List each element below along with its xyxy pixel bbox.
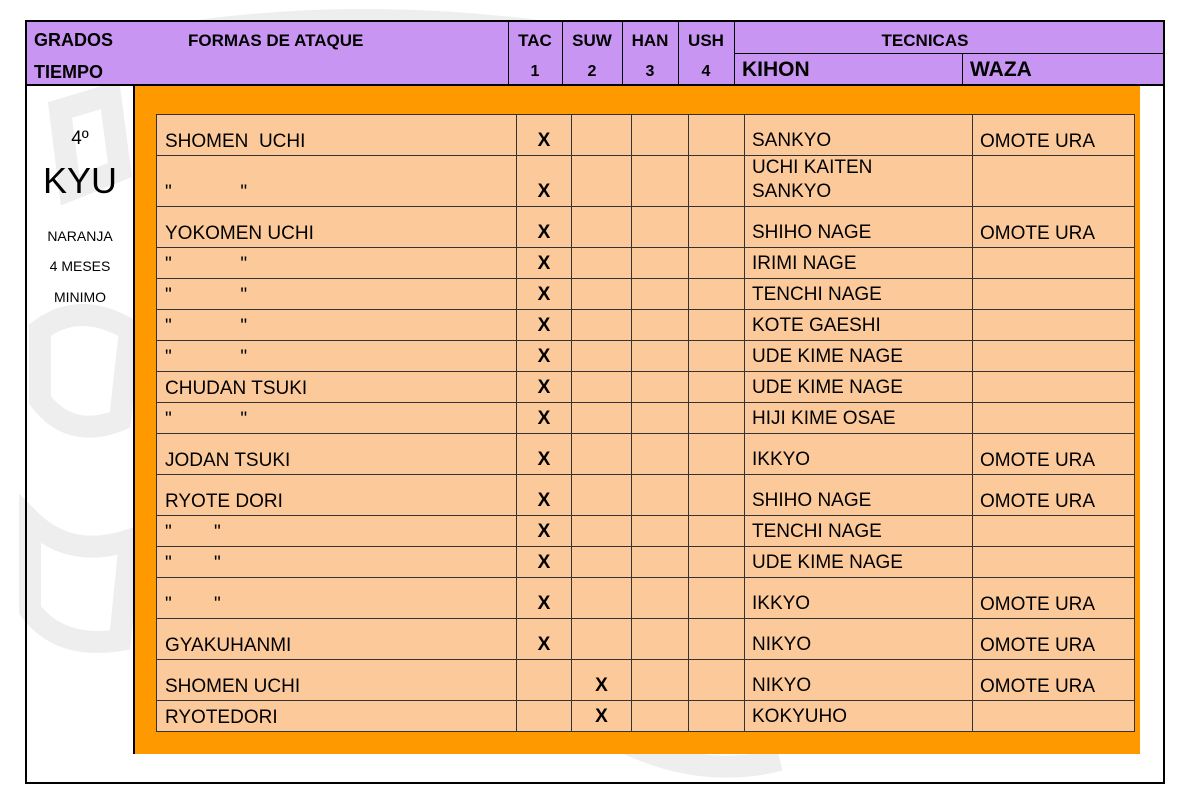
mark-cell-2: X — [572, 660, 632, 701]
waza-cell: OMOTE URA — [973, 660, 1135, 701]
mark-cell-1: X — [517, 516, 572, 547]
table-row — [157, 547, 1135, 578]
kihon-cell: SHIHO NAGE — [745, 475, 973, 516]
header-han-num: 3 — [645, 63, 655, 80]
kihon-cell: KOKYUHO — [745, 701, 973, 732]
mark-cell-3 — [632, 516, 689, 547]
header-tac: TAC — [518, 31, 552, 50]
waza-cell — [973, 516, 1135, 547]
header-tac-num: 1 — [530, 63, 540, 80]
mark-cell-2 — [572, 207, 632, 248]
table-row — [157, 248, 1135, 279]
waza-cell — [973, 701, 1135, 732]
table-row — [157, 341, 1135, 372]
attack-cell: GYAKUHANMI — [157, 619, 517, 660]
mark-cell-4 — [689, 547, 745, 578]
attack-cell: " " — [157, 547, 517, 578]
attack-cell: " " — [157, 279, 517, 310]
mark-cell-2 — [572, 578, 632, 619]
waza-cell — [973, 310, 1135, 341]
mark-cell-3 — [632, 403, 689, 434]
table-row — [157, 619, 1135, 660]
mark-cell-3 — [632, 115, 689, 156]
mark-cell-3 — [632, 547, 689, 578]
header-ush-num: 4 — [701, 63, 711, 80]
mark-cell-2 — [572, 115, 632, 156]
waza-cell — [973, 279, 1135, 310]
kihon-cell: UDE KIME NAGE — [745, 547, 973, 578]
kihon-cell: TENCHI NAGE — [745, 516, 973, 547]
mark-cell-4 — [689, 701, 745, 732]
mark-cell-3 — [632, 660, 689, 701]
mark-cell-4 — [689, 434, 745, 475]
table-row — [157, 434, 1135, 475]
mark-cell-1: X — [517, 475, 572, 516]
kihon-cell: KOTE GAESHI — [745, 310, 973, 341]
table-row — [157, 310, 1135, 341]
mark-cell-3 — [632, 578, 689, 619]
mark-cell-2 — [572, 547, 632, 578]
attack-cell: RYOTEDORI — [157, 701, 517, 732]
attack-cell: " " — [157, 516, 517, 547]
kihon-cell: UCHI KAITEN SANKYO — [745, 156, 973, 207]
kihon-cell: IKKYO — [745, 434, 973, 475]
grade-label: KYU — [42, 160, 118, 201]
mark-cell-1: X — [517, 341, 572, 372]
waza-cell — [973, 372, 1135, 403]
kihon-cell: IKKYO — [745, 578, 973, 619]
header-divider — [622, 20, 623, 86]
header-divider — [962, 54, 963, 86]
mark-cell-4 — [689, 115, 745, 156]
mark-cell-3 — [632, 341, 689, 372]
mark-cell-4 — [689, 341, 745, 372]
mark-cell-1: X — [517, 403, 572, 434]
mark-cell-1: X — [517, 578, 572, 619]
table-row — [157, 475, 1135, 516]
belt-color: NARANJA — [47, 228, 113, 244]
header-suw: SUW — [572, 31, 612, 50]
attack-cell: RYOTE DORI — [157, 475, 517, 516]
kihon-cell: TENCHI NAGE — [745, 279, 973, 310]
mark-cell-4 — [689, 248, 745, 279]
mark-cell-4 — [689, 660, 745, 701]
table-row — [157, 701, 1135, 732]
mark-cell-3 — [632, 310, 689, 341]
kihon-cell: SHIHO NAGE — [745, 207, 973, 248]
attack-cell: SHOMEN UCHI — [157, 660, 517, 701]
header-waza: WAZA — [970, 58, 1032, 81]
table-row — [157, 115, 1135, 156]
attack-cell: CHUDAN TSUKI — [157, 372, 517, 403]
waza-cell: OMOTE URA — [973, 115, 1135, 156]
mark-cell-4 — [689, 372, 745, 403]
duration: 4 MESES — [49, 258, 111, 274]
waza-cell: OMOTE URA — [973, 619, 1135, 660]
mark-cell-3 — [632, 434, 689, 475]
mark-cell-4 — [689, 207, 745, 248]
mark-cell-4 — [689, 403, 745, 434]
header-divider — [734, 53, 1164, 54]
mark-cell-2 — [572, 475, 632, 516]
mark-cell-4 — [689, 619, 745, 660]
attack-cell: " " — [157, 403, 517, 434]
attack-cell: YOKOMEN UCHI — [157, 207, 517, 248]
mark-cell-3 — [632, 248, 689, 279]
header-divider — [562, 20, 563, 86]
mark-cell-2 — [572, 341, 632, 372]
mark-cell-1: X — [517, 207, 572, 248]
mark-cell-1: X — [517, 547, 572, 578]
waza-cell — [973, 547, 1135, 578]
mark-cell-2 — [572, 619, 632, 660]
attack-cell: " " — [157, 248, 517, 279]
mark-cell-1 — [517, 701, 572, 732]
mark-cell-3 — [632, 207, 689, 248]
attack-cell: " " — [157, 156, 517, 207]
header-divider — [508, 20, 509, 86]
mark-cell-1: X — [517, 115, 572, 156]
mark-cell-2 — [572, 372, 632, 403]
kihon-cell: IRIMI NAGE — [745, 248, 973, 279]
kihon-cell: NIKYO — [745, 619, 973, 660]
kihon-cell: HIJI KIME OSAE — [745, 403, 973, 434]
header-ush: USH — [688, 31, 724, 50]
mark-cell-4 — [689, 156, 745, 207]
attack-cell: SHOMEN UCHI — [157, 115, 517, 156]
mark-cell-3 — [632, 372, 689, 403]
mark-cell-4 — [689, 475, 745, 516]
kihon-cell: UDE KIME NAGE — [745, 341, 973, 372]
table-row — [157, 403, 1135, 434]
mark-cell-4 — [689, 279, 745, 310]
table-row — [157, 156, 1135, 207]
attack-cell: " " — [157, 341, 517, 372]
mark-cell-1: X — [517, 279, 572, 310]
mark-cell-2 — [572, 310, 632, 341]
waza-cell: OMOTE URA — [973, 475, 1135, 516]
grade-number: 4º — [71, 128, 89, 149]
header-kihon: KIHON — [742, 58, 810, 81]
mark-cell-1 — [517, 660, 572, 701]
waza-cell — [973, 341, 1135, 372]
mark-cell-2 — [572, 516, 632, 547]
mark-cell-2: X — [572, 701, 632, 732]
kihon-cell: UDE KIME NAGE — [745, 372, 973, 403]
mark-cell-1: X — [517, 372, 572, 403]
table-row — [157, 660, 1135, 701]
waza-cell: OMOTE URA — [973, 434, 1135, 475]
mark-cell-2 — [572, 248, 632, 279]
mark-cell-1: X — [517, 156, 572, 207]
mark-cell-2 — [572, 434, 632, 475]
kihon-cell: NIKYO — [745, 660, 973, 701]
table-row — [157, 372, 1135, 403]
header-divider — [678, 20, 679, 86]
attack-cell: " " — [157, 578, 517, 619]
mark-cell-1: X — [517, 434, 572, 475]
table-row — [157, 279, 1135, 310]
header-suw-num: 2 — [587, 63, 597, 80]
mark-cell-3 — [632, 475, 689, 516]
mark-cell-1: X — [517, 619, 572, 660]
waza-cell — [973, 248, 1135, 279]
mark-cell-1: X — [517, 310, 572, 341]
mark-cell-3 — [632, 279, 689, 310]
mark-cell-2 — [572, 279, 632, 310]
mark-cell-3 — [632, 619, 689, 660]
attack-cell: " " — [157, 310, 517, 341]
table-row — [157, 578, 1135, 619]
table-row — [157, 207, 1135, 248]
header-grados: GRADOS — [34, 30, 114, 50]
mark-cell-3 — [632, 156, 689, 207]
waza-cell: OMOTE URA — [973, 207, 1135, 248]
mark-cell-1: X — [517, 248, 572, 279]
technique-table — [156, 114, 1135, 732]
waza-cell — [973, 403, 1135, 434]
header-formas: FORMAS DE ATAQUE — [188, 31, 364, 50]
waza-cell — [973, 156, 1135, 207]
header-tecnicas: TECNICAS — [881, 31, 969, 50]
mark-cell-4 — [689, 310, 745, 341]
header-han: HAN — [631, 31, 669, 50]
mark-cell-3 — [632, 701, 689, 732]
table-row — [157, 516, 1135, 547]
minimum-label: MINIMO — [53, 289, 107, 305]
mark-cell-2 — [572, 156, 632, 207]
mark-cell-4 — [689, 516, 745, 547]
mark-cell-4 — [689, 578, 745, 619]
waza-cell: OMOTE URA — [973, 578, 1135, 619]
kihon-cell: SANKYO — [745, 115, 973, 156]
header-tiempo: TIEMPO — [34, 62, 104, 82]
mark-cell-2 — [572, 403, 632, 434]
attack-cell: JODAN TSUKI — [157, 434, 517, 475]
